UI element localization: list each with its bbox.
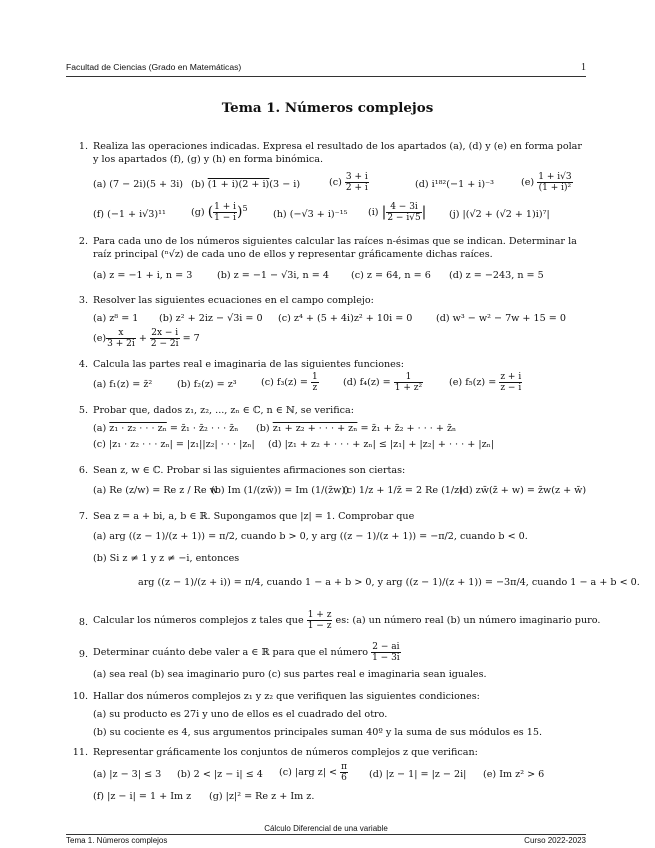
problem-statement: Sean z, w ∈ ℂ. Probar si las siguientes afirmaciones son ciertas:	[93, 465, 406, 476]
expr: = z̄₁ · z̄₂ · · · z̄ₙ	[169, 423, 239, 434]
problem-number: 11.	[72, 747, 88, 758]
item-b: (b) z² + 2iz − √3i = 0	[159, 313, 263, 324]
problem-statement: Resolver las siguientes ecuaciones en el campo complejo:	[93, 295, 374, 306]
fraction	[106, 328, 136, 349]
numerator: 1 + z	[307, 610, 332, 620]
numerator: 1	[405, 372, 412, 382]
denominator: 3 + 2i	[107, 339, 135, 349]
item-c	[329, 172, 369, 193]
problem-1	[66, 140, 586, 230]
item-a: (a) arg ((z − 1)/(z + 1)) = π/2, cuando b > 0, y arg ((z − 1)/(z + 1)) = −π/2, cuando b < 0.	[93, 531, 528, 542]
item-label: (c) |arg z| <	[279, 767, 338, 778]
item-d	[343, 372, 423, 393]
problem-10	[66, 690, 586, 740]
footer	[66, 836, 586, 845]
numerator: x	[118, 328, 124, 338]
fraction	[394, 372, 423, 393]
item-label: (e)	[93, 333, 107, 344]
problem-number: 6.	[78, 465, 88, 476]
fraction	[213, 202, 237, 223]
item-b	[191, 178, 300, 191]
item-e: (e) Im z² > 6	[483, 769, 545, 780]
problem-statement: Hallar dos números complejos z₁ y z₂ que verifiquen las siguientes condiciones:	[93, 691, 480, 702]
item-c: (c) z = 64, n = 6	[351, 270, 431, 281]
numerator: 2 − ai	[372, 642, 400, 652]
item-b-formula: arg ((z − 1)/(z + i)) = π/4, cuando 1 − a + b > 0, y arg ((z − 1)/(z + 1)) = −3π/4, cuando 1 − a + b < 0.	[138, 577, 640, 588]
fraction	[150, 328, 180, 349]
conjugate-expr: z₁ + z₂ + · · · + zₙ	[272, 423, 358, 434]
item-c	[261, 372, 319, 393]
item-label: (d) f₄(z) =	[343, 377, 391, 388]
item-h: (h) (−√3 + i)⁻¹⁵	[273, 209, 348, 220]
problem-9-items: (a) sea real (b) sea imaginario puro (c) sus partes real e imaginaria sean iguales.	[93, 669, 487, 680]
text: Calcular los números complejos z tales que	[93, 615, 304, 626]
problem-number: 3.	[78, 295, 88, 306]
item-label: (b)	[191, 179, 205, 190]
numerator: 1 + i√3	[538, 172, 572, 182]
paren: (	[207, 204, 214, 221]
conjugate-expr: (1 + i)(2 + i)	[207, 179, 270, 190]
problem-number: 8.	[78, 617, 88, 628]
problem-8	[66, 610, 601, 636]
problem-number: 4.	[78, 359, 88, 370]
problem-number: 1.	[78, 141, 88, 152]
item-d: (d) w³ − w² − 7w + 15 = 0	[436, 313, 566, 324]
fraction	[345, 172, 369, 193]
footer-year: Curso 2022-2023	[524, 836, 586, 845]
item-d: (d) |z₁ + z₂ + · · · + zₙ| ≤ |z₁| + |z₂| + · · · + |zₙ|	[268, 439, 495, 450]
problem-number: 7.	[78, 511, 88, 522]
problem-2	[66, 235, 586, 285]
abs-bar: |	[381, 204, 387, 220]
denominator: 1 − z	[307, 621, 332, 631]
denominator: 1 − i	[214, 213, 237, 224]
item-label: (e)	[521, 177, 535, 188]
problem-statement: Calcula las partes real e imaginaria de las siguientes funciones:	[93, 359, 404, 370]
fraction	[340, 762, 348, 783]
item-d: (d) |z − 1| = |z − 2i|	[369, 769, 467, 780]
problem-11	[66, 746, 586, 806]
rhs: = 7	[182, 333, 200, 344]
numerator: 2x − i	[151, 328, 179, 338]
denominator: 2 − i√5	[387, 213, 421, 223]
numerator: π	[341, 762, 347, 772]
problem-number: 5.	[78, 405, 88, 416]
header-rule	[66, 76, 586, 77]
problem-statement: Sea z = a + bi, a, b ∈ ℝ. Supongamos que |z| = 1. Comprobar que	[93, 511, 415, 522]
item-g: (g) |z|² = Re z + Im z.	[209, 791, 315, 802]
item-d: (d) i¹⁸²(−1 + i)⁻³	[415, 179, 495, 190]
problem-3	[66, 294, 586, 356]
item-c: (c) z⁴ + (5 + 4i)z² + 10i = 0	[278, 313, 413, 324]
item-b	[256, 422, 456, 435]
item-a: (a) su producto es 27i y uno de ellos es el cuadrado del otro.	[93, 709, 388, 720]
item-c: (c) |z₁ · z₂ · · · zₙ| = |z₁||z₂| · · · |zₙ|	[93, 439, 255, 450]
item-b: (b) f₂(z) = z³	[177, 379, 237, 390]
item-label: (g)	[191, 207, 205, 219]
denominator: 6	[341, 773, 347, 783]
item-label: (e) f₅(z) =	[449, 377, 497, 388]
item-a: (a) |z − 3| ≤ 3	[93, 769, 162, 780]
expr: (3 − i)	[269, 179, 301, 190]
abs-bar: |	[421, 204, 427, 220]
fraction	[499, 372, 522, 393]
item-f: (f) |z − i| = 1 + Im z	[93, 791, 192, 802]
denominator: 1 + z²	[394, 383, 423, 393]
problem-number: 10.	[72, 691, 88, 702]
problem-6	[66, 464, 586, 504]
item-a: (a) f₁(z) = z̄²	[93, 379, 153, 390]
fraction	[371, 642, 401, 663]
problem-statement	[93, 610, 600, 631]
footer-rule	[66, 834, 586, 835]
item-label: (c) f₃(z) =	[261, 377, 308, 388]
denominator: (1 + i)²	[538, 183, 572, 193]
exponent: 5	[242, 204, 248, 213]
denominator: 2 − 2i	[150, 339, 179, 349]
item-a: (a) Re (z/w) = Re z / Re w	[93, 485, 218, 496]
problem-statement	[93, 642, 401, 663]
item-e	[449, 372, 522, 393]
fraction	[537, 172, 572, 193]
footer-course: Cálculo Diferencial de una variable	[264, 824, 388, 833]
text: Determinar cuánto debe valer a ∈ ℝ para que el número	[93, 647, 369, 658]
denominator: 2 + i	[345, 183, 368, 193]
problem-number: 2.	[78, 236, 88, 247]
numerator: 1 + i	[214, 202, 237, 213]
footer-topic: Tema 1. Números complejos	[66, 836, 168, 845]
item-d: (d) z = −243, n = 5	[449, 270, 544, 281]
denominator: z	[312, 383, 318, 393]
item-a: (a) z = −1 + i, n = 3	[93, 270, 193, 281]
problem-number: 9.	[78, 649, 88, 660]
paren: )	[237, 204, 243, 221]
item-e	[521, 172, 573, 193]
conjugate-expr: z₁ · z₂ · · · zₙ	[109, 423, 167, 434]
page-number: 1	[581, 62, 586, 73]
item-label: (i)	[368, 207, 379, 218]
expr: = z̄₁ + z̄₂ + · · · + z̄ₙ	[360, 423, 457, 434]
fraction	[307, 610, 333, 631]
page-title: Tema 1. Números complejos	[221, 100, 434, 116]
page-header	[66, 62, 586, 76]
denominator: 1 − 3i	[372, 653, 400, 663]
item-j: (j) |(√2 + (√2 + 1)i)⁷|	[449, 209, 550, 220]
problem-5	[66, 404, 586, 460]
numerator: 4 − 3i	[390, 202, 418, 212]
problem-statement: Representar gráficamente los conjuntos de números complejos z que verifican:	[93, 747, 478, 758]
problem-4	[66, 358, 586, 398]
item-label: (a)	[93, 423, 107, 434]
item-b-intro: (b) Si z ≠ 1 y z ≠ −i, entonces	[93, 553, 240, 564]
fraction	[386, 202, 421, 223]
item-e: (e) $\frac{x}{3 + 2i}$ + $\frac{2x - i}{2 - 2i}$ = 7	[93, 328, 200, 349]
numerator: 3 + i	[345, 172, 368, 182]
numerator: z + i	[500, 372, 522, 382]
problem-statement: Para cada uno de los números siguientes calcular las raíces n-ésimas que se indican. Determinar la raíz principal (ⁿ√z) de cada uno de ellos y representar gráficamente dichas raíces.	[93, 236, 577, 260]
item-c	[279, 762, 348, 783]
numerator: 1	[312, 372, 318, 382]
item-a	[93, 422, 238, 435]
item-f: (f) (−1 + i√3)¹¹	[93, 209, 166, 220]
problem-7	[66, 510, 640, 600]
problem-statement: Realiza las operaciones indicadas. Expresa el resultado de los apartados (a), (d) y (e) en forma polar y los apartados (f), (g) y (h) en forma binómica.	[93, 141, 582, 165]
item-b: (b) 2 < |z − i| ≤ 4	[177, 769, 263, 780]
item-a: (a) (7 − 2i)(5 + 3i)	[93, 179, 184, 190]
item-b: (b) z = −1 − √3i, n = 4	[217, 270, 329, 281]
item-label: (b)	[256, 423, 270, 434]
problem-9	[66, 642, 586, 684]
item-b: (b) Im (1/(zw̄)) = Im (1/(z̄w))	[211, 485, 349, 496]
item-b: (b) su cociente es 4, sus argumentos principales suman 40º y la suma de sus módulos es 15.	[93, 727, 543, 738]
item-a: (a) z⁸ = 1	[93, 313, 139, 324]
item-g	[191, 202, 248, 223]
text: es: (a) un número real (b) un número imaginario puro.	[335, 615, 601, 626]
fraction	[311, 372, 319, 393]
item-d: (d) zw̄(z̄ + w) = z̄w(z + w̄)	[459, 485, 587, 496]
item-i	[368, 202, 426, 223]
item-label: (c)	[329, 177, 342, 188]
denominator: z − i	[500, 383, 522, 393]
item-c: (c) 1/z + 1/z̄ = 2 Re (1/z)	[343, 485, 463, 496]
header-faculty: Facultad de Ciencias (Grado en Matemáticas)	[66, 62, 242, 72]
problem-statement: Probar que, dados z₁, z₂, ..., zₙ ∈ ℂ, n ∈ ℕ, se verifica:	[93, 405, 354, 416]
